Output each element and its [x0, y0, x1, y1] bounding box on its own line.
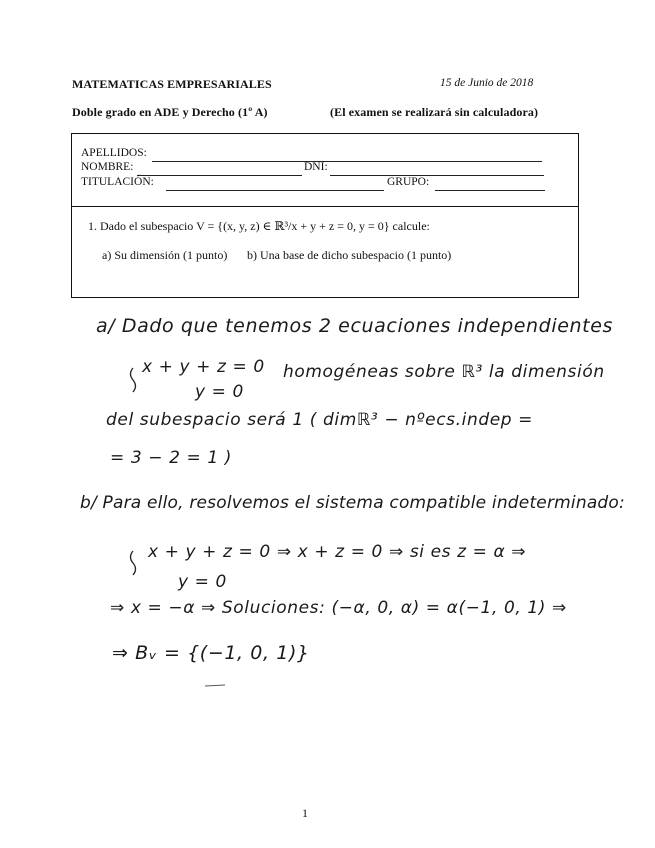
- calculator-note: (El examen se realizará sin calculadora): [330, 105, 539, 119]
- question-statement: 1. Dado el subespacio V = {(x, y, z) ∈ ℝ³/x + y + z = 0, y = 0} calcule:: [88, 219, 430, 233]
- brace-b: [131, 551, 136, 575]
- exam-date: 15 de Junio de 2018: [440, 77, 534, 89]
- page-number: 1: [302, 806, 308, 820]
- answer-a-line4: = 3 − 2 = 1 ): [110, 448, 233, 468]
- question-part-b: b) Una base de dicho subespacio (1 punto): [247, 248, 452, 262]
- answer-a-line3: del subespacio será 1 ( dimℝ³ − nºecs.indep =: [106, 410, 534, 430]
- question-part-a: a) Su dimensión (1 punto): [102, 248, 228, 262]
- degree-line: Doble grado en ADE y Derecho (1º A): [72, 105, 268, 119]
- apellidos-label: APELLIDOS:: [81, 147, 147, 159]
- answer-b-line4: ⇒ Bᵥ = {(−1, 0, 1)}: [112, 642, 310, 664]
- answer-b-eq1: x + y + z = 0 ⇒ x + z = 0 ⇒ si es z = α ⇒: [148, 542, 527, 562]
- nombre-label: NOMBRE:: [81, 161, 134, 173]
- answer-b-line1: b/ Para ello, resolvemos el sistema compatible indeterminado:: [80, 493, 625, 513]
- answer-b-line3: ⇒ x = −α ⇒ Soluciones: (−α, 0, α) = α(−1, 0, 1) ⇒: [110, 598, 567, 618]
- grupo-label: GRUPO:: [387, 176, 430, 188]
- stray-mark: [205, 685, 225, 686]
- answer-b-eq2: y = 0: [178, 572, 227, 592]
- titulacion-label: TITULACIÓN:: [81, 176, 154, 188]
- answer-a-eq2: y = 0: [195, 382, 244, 402]
- subject-title: MATEMATICAS EMPRESARIALES: [72, 77, 272, 91]
- answer-a-eq1: x + y + z = 0: [142, 357, 265, 377]
- brace-a: [131, 368, 136, 392]
- answer-a-line1: a/ Dado que tenemos 2 ecuaciones independientes: [96, 315, 613, 337]
- answer-a-homogeneas: homogéneas sobre ℝ³ la dimensión: [283, 362, 605, 382]
- dni-label: DNI:: [304, 161, 328, 173]
